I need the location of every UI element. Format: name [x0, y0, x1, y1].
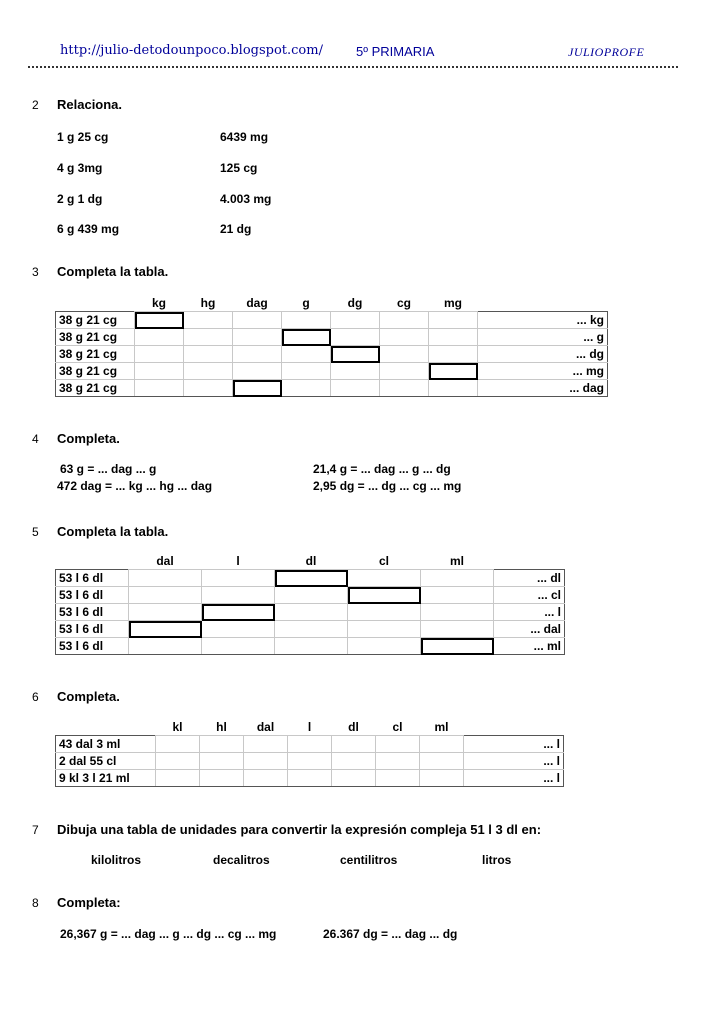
table-row	[56, 736, 564, 753]
unit-cell[interactable]	[429, 329, 478, 346]
unit-cell[interactable]	[156, 770, 200, 787]
equation-item: 2,95 dg = ... dg ... cg ... mg	[313, 479, 462, 493]
unit-cell[interactable]	[129, 587, 202, 604]
unit-cell[interactable]	[129, 570, 202, 587]
unit-header-kg: kg	[135, 295, 184, 312]
unit-option: kilolitros	[91, 853, 142, 867]
exercise-number: 7	[32, 823, 39, 837]
highlighted-unit-cell[interactable]	[135, 312, 184, 329]
unit-cell[interactable]	[282, 312, 331, 329]
unit-cell[interactable]	[282, 363, 331, 380]
exercise-number: 2	[32, 98, 39, 112]
table-corner	[56, 295, 135, 312]
row-label: 53 l 6 dl	[56, 604, 129, 621]
highlighted-unit-cell[interactable]	[348, 587, 421, 604]
unit-cell[interactable]	[421, 570, 494, 587]
table-row	[56, 570, 565, 587]
unit-cell[interactable]	[233, 329, 282, 346]
highlighted-unit-cell[interactable]	[202, 604, 275, 621]
capacity-conversion-table	[55, 719, 564, 787]
highlighted-unit-cell[interactable]	[129, 621, 202, 638]
unit-cell[interactable]	[380, 380, 429, 397]
unit-cell[interactable]	[331, 329, 380, 346]
unit-cell[interactable]	[288, 770, 332, 787]
unit-header-l: l	[202, 553, 275, 570]
unit-cell[interactable]	[348, 621, 421, 638]
match-right-item: 21 dg	[220, 222, 252, 236]
unit-cell[interactable]	[184, 363, 233, 380]
unit-cell[interactable]	[429, 380, 478, 397]
row-label: 53 l 6 dl	[56, 570, 129, 587]
unit-cell[interactable]	[376, 770, 420, 787]
exercise-title: Completa:	[57, 895, 121, 910]
unit-cell[interactable]	[184, 329, 233, 346]
match-right-item: 125 cg	[220, 161, 258, 175]
row-result: ... mg	[478, 363, 608, 380]
volume-conversion-table	[55, 553, 565, 655]
unit-cell[interactable]	[275, 638, 348, 655]
unit-header-dal: dal	[129, 553, 202, 570]
row-label: 38 g 21 cg	[56, 346, 135, 363]
unit-cell[interactable]	[348, 570, 421, 587]
unit-cell[interactable]	[380, 363, 429, 380]
equation-item: 26,367 g = ... dag ... g ... dg ... cg ... mg	[60, 927, 277, 941]
highlighted-unit-cell[interactable]	[331, 346, 380, 363]
unit-cell[interactable]	[331, 363, 380, 380]
unit-header-cg: cg	[380, 295, 429, 312]
row-result: ... l	[494, 604, 565, 621]
unit-cell[interactable]	[420, 770, 464, 787]
exercise-title: Dibuja una tabla de unidades para convertir la expresión compleja 51 l 3 dl en:	[57, 822, 542, 837]
row-label: 53 l 6 dl	[56, 621, 129, 638]
unit-cell[interactable]	[202, 621, 275, 638]
unit-cell[interactable]	[135, 329, 184, 346]
highlighted-unit-cell[interactable]	[429, 363, 478, 380]
unit-cell[interactable]	[348, 604, 421, 621]
row-result: ... dl	[494, 570, 565, 587]
exercise-number: 4	[32, 432, 39, 446]
equation-item: 472 dag = ... kg ... hg ... dag	[57, 479, 213, 493]
unit-header-cl: cl	[376, 719, 420, 736]
table-row	[56, 346, 608, 363]
table-row	[56, 770, 564, 787]
table-corner	[56, 553, 129, 570]
row-result: ... cl	[494, 587, 565, 604]
unit-cell[interactable]	[233, 363, 282, 380]
table-row	[56, 380, 608, 397]
unit-cell[interactable]	[275, 621, 348, 638]
unit-cell[interactable]	[135, 346, 184, 363]
row-label: 38 g 21 cg	[56, 380, 135, 397]
unit-header-dag: dag	[233, 295, 282, 312]
exercise-title: Completa la tabla.	[57, 264, 169, 279]
table-row	[56, 638, 565, 655]
unit-cell[interactable]	[184, 346, 233, 363]
unit-header-dg: dg	[331, 295, 380, 312]
unit-header-dl: dl	[275, 553, 348, 570]
unit-header-l: l	[288, 719, 332, 736]
row-result: ... dg	[478, 346, 608, 363]
row-label: 43 dal 3 ml	[56, 736, 156, 753]
unit-cell[interactable]	[129, 638, 202, 655]
unit-cell[interactable]	[184, 312, 233, 329]
unit-header-hl: hl	[200, 719, 244, 736]
row-result: ... kg	[478, 312, 608, 329]
unit-cell[interactable]	[376, 753, 420, 770]
table-row	[56, 363, 608, 380]
match-left-item: 6 g 439 mg	[57, 222, 120, 236]
unit-cell[interactable]	[332, 753, 376, 770]
exercise-number: 6	[32, 690, 39, 704]
header-grade: 5º PRIMARIA	[356, 44, 435, 59]
exercise-title: Completa la tabla.	[57, 524, 169, 539]
unit-cell[interactable]	[348, 638, 421, 655]
unit-cell[interactable]	[275, 604, 348, 621]
unit-header-g: g	[282, 295, 331, 312]
highlighted-unit-cell[interactable]	[282, 329, 331, 346]
mass-conversion-table	[55, 295, 608, 397]
row-result: ... l	[464, 753, 564, 770]
exercise-title: Completa.	[57, 689, 120, 704]
match-right-item: 6439 mg	[220, 130, 269, 144]
equation-item: 63 g = ... dag ... g	[60, 462, 157, 476]
unit-cell[interactable]	[135, 380, 184, 397]
row-result: ... dag	[478, 380, 608, 397]
unit-cell[interactable]	[376, 736, 420, 753]
unit-cell[interactable]	[421, 604, 494, 621]
row-label: 53 l 6 dl	[56, 638, 129, 655]
equation-item: 21,4 g = ... dag ... g ... dg	[313, 462, 451, 476]
equation-item: 26.367 dg = ... dag ... dg	[323, 927, 458, 941]
unit-header-ml: ml	[421, 553, 494, 570]
unit-cell[interactable]	[380, 346, 429, 363]
unit-cell[interactable]	[202, 587, 275, 604]
row-label: 2 dal 55 cl	[56, 753, 156, 770]
match-right-item: 4.003 mg	[220, 192, 272, 206]
table-row	[56, 621, 565, 638]
unit-cell[interactable]	[200, 770, 244, 787]
match-left-item: 2 g 1 dg	[57, 192, 103, 206]
unit-cell[interactable]	[129, 604, 202, 621]
highlighted-unit-cell[interactable]	[233, 380, 282, 397]
row-result: ... dal	[494, 621, 565, 638]
unit-cell[interactable]	[380, 329, 429, 346]
unit-option: centilitros	[340, 853, 398, 867]
row-result: ... l	[464, 736, 564, 753]
table-corner	[478, 295, 608, 312]
unit-cell[interactable]	[202, 638, 275, 655]
unit-cell[interactable]	[380, 312, 429, 329]
unit-cell[interactable]	[331, 380, 380, 397]
highlighted-unit-cell[interactable]	[421, 638, 494, 655]
unit-cell[interactable]	[184, 380, 233, 397]
unit-cell[interactable]	[275, 587, 348, 604]
match-left-item: 1 g 25 cg	[57, 130, 109, 144]
table-row	[56, 312, 608, 329]
unit-header-dal: dal	[244, 719, 288, 736]
unit-cell[interactable]	[332, 770, 376, 787]
unit-cell[interactable]	[244, 770, 288, 787]
row-result: ... ml	[494, 638, 565, 655]
table-corner	[494, 553, 565, 570]
exercise-number: 8	[32, 896, 39, 910]
unit-option: decalitros	[213, 853, 270, 867]
row-label: 38 g 21 cg	[56, 363, 135, 380]
table-row	[56, 604, 565, 621]
unit-cell[interactable]	[421, 621, 494, 638]
unit-cell[interactable]	[429, 312, 478, 329]
unit-cell[interactable]	[282, 380, 331, 397]
unit-cell[interactable]	[233, 346, 282, 363]
unit-cell[interactable]	[244, 736, 288, 753]
unit-cell[interactable]	[135, 363, 184, 380]
unit-header-kl: kl	[156, 719, 200, 736]
unit-header-ml: ml	[420, 719, 464, 736]
exercise-number: 5	[32, 525, 39, 539]
unit-cell[interactable]	[429, 346, 478, 363]
exercise-title: Relaciona.	[57, 97, 123, 112]
header-author: JULIOPROFE	[568, 45, 645, 59]
unit-cell[interactable]	[282, 346, 331, 363]
row-label: 38 g 21 cg	[56, 329, 135, 346]
unit-cell[interactable]	[244, 753, 288, 770]
unit-cell[interactable]	[420, 753, 464, 770]
unit-cell[interactable]	[156, 753, 200, 770]
row-label: 38 g 21 cg	[56, 312, 135, 329]
row-result: ... g	[478, 329, 608, 346]
unit-header-hg: hg	[184, 295, 233, 312]
unit-cell[interactable]	[200, 753, 244, 770]
unit-cell[interactable]	[332, 736, 376, 753]
unit-cell[interactable]	[156, 736, 200, 753]
table-row	[56, 329, 608, 346]
unit-cell[interactable]	[420, 736, 464, 753]
unit-header-cl: cl	[348, 553, 421, 570]
table-row	[56, 587, 565, 604]
unit-header-mg: mg	[429, 295, 478, 312]
unit-header-dl: dl	[332, 719, 376, 736]
table-row	[56, 753, 564, 770]
exercise-number: 3	[32, 265, 39, 279]
unit-cell[interactable]	[202, 570, 275, 587]
header-divider	[28, 66, 678, 68]
exercise-title: Completa.	[57, 431, 120, 446]
header-url: http://julio-detodounpoco.blogspot.com/	[60, 43, 323, 58]
match-left-item: 4 g 3mg	[57, 161, 103, 175]
unit-cell[interactable]	[200, 736, 244, 753]
row-label: 53 l 6 dl	[56, 587, 129, 604]
unit-cell[interactable]	[288, 736, 332, 753]
table-corner	[464, 719, 564, 736]
unit-cell[interactable]	[233, 312, 282, 329]
unit-cell[interactable]	[331, 312, 380, 329]
unit-option: litros	[482, 853, 512, 867]
table-corner	[56, 719, 156, 736]
unit-cell[interactable]	[421, 587, 494, 604]
highlighted-unit-cell[interactable]	[275, 570, 348, 587]
row-result: ... l	[464, 770, 564, 787]
row-label: 9 kl 3 l 21 ml	[56, 770, 156, 787]
unit-cell[interactable]	[288, 753, 332, 770]
